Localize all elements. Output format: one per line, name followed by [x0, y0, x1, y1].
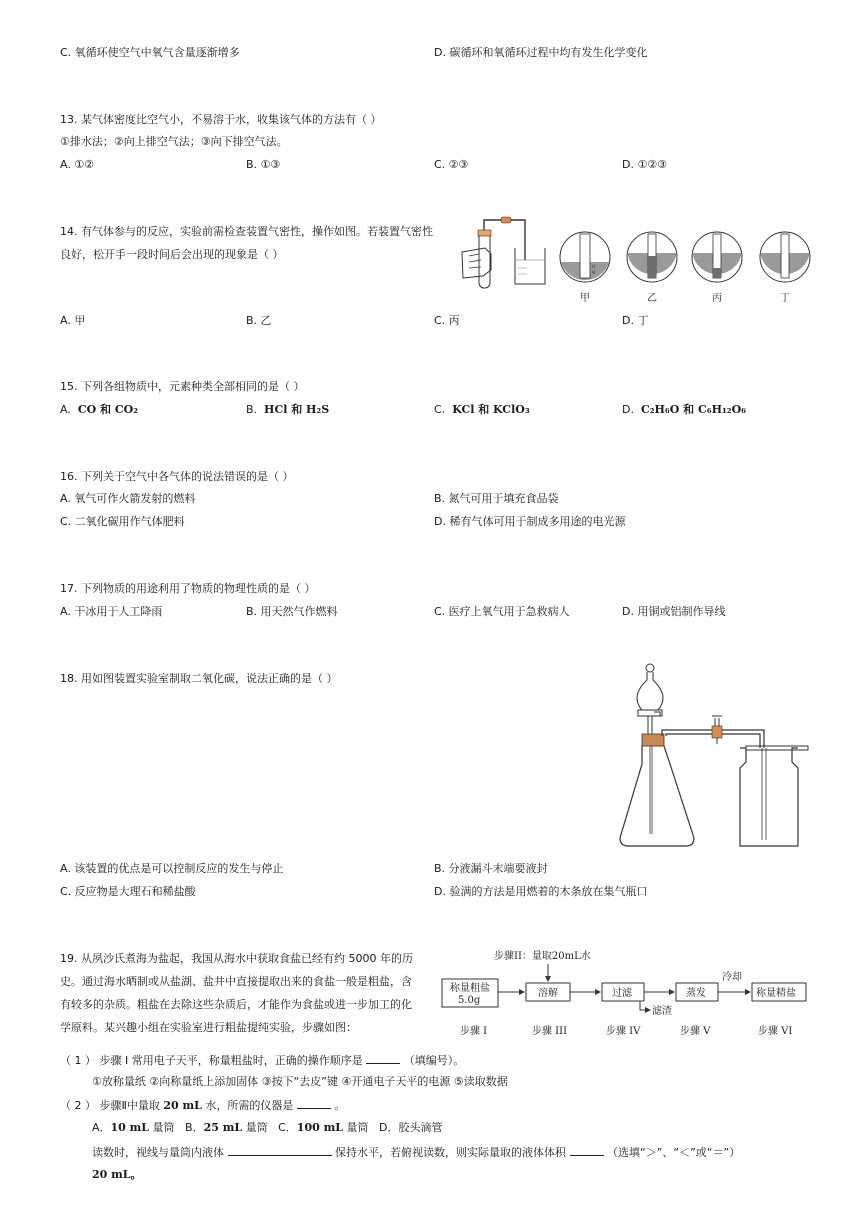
q17-option-c: C. 医疗上氧气用于急救病人: [434, 605, 570, 618]
q19-sub2: （ 2 ） 步骤Ⅱ中量取 20 mL 水，所需的仪器是 。: [60, 1099, 346, 1112]
q15-option-d: D. C₂H₆O 和 C₆H₁₂O₆: [622, 403, 746, 416]
q12-option-d: D. 碳循环和氧循环过程中均有发生化学变化: [434, 46, 648, 59]
q14-option-b: B. 乙: [246, 314, 272, 327]
q12-option-c: C. 氧循环使空气中氧气含量逐渐增多: [60, 46, 240, 59]
q18-option-b: B. 分液漏斗末端要液封: [434, 862, 548, 875]
q18-stem: 18. 用如图装置实验室制取二氧化碳，说法正确的是（ ）: [60, 672, 338, 685]
q19-sub1-blank[interactable]: [366, 1052, 400, 1064]
q19-sub2-blank[interactable]: [297, 1097, 331, 1109]
q19-sub1-operations: ①放称量纸 ②向称量纸上添加固体 ③按下“去皮”键 ④开通电子天平的电源 ⑤读取数据: [92, 1075, 508, 1088]
q18-option-a: A. 该装置的优点是可以控制反应的发生与停止: [60, 862, 284, 875]
flow-residue-label: 滤渣: [652, 1006, 672, 1017]
q16-stem: 16. 下列关于空气中各气体的说法错误的是（ ）: [60, 470, 294, 483]
q15-stem: 15. 下列各组物质中，元素种类全部相同的是（ ）: [60, 380, 305, 393]
q19-stem-line3: 有较多的杂质。粗盐在去除这些杂质后，才能作为食盐或进一步加工的化: [60, 998, 412, 1011]
q14-option-c: C. 丙: [434, 314, 460, 327]
q19-reading-end: 20 mL。: [92, 1168, 142, 1181]
q19-sub2-options: A．10 mL 量筒 B．25 mL 量筒 C．100 mL 量筒 D．胶头滴管: [92, 1121, 443, 1134]
q13-stem: 13. 某气体密度比空气小，不易溶于水，收集该气体的方法有（ ）: [60, 113, 382, 126]
q18-option-c: C. 反应物是大理石和稀盐酸: [60, 885, 196, 898]
q19-stem-line1: 19. 从夙沙氏煮海为盐起，我国从海水中获取食盐已经有约 5000 年的历: [60, 952, 413, 965]
svg-text:o: o: [592, 269, 596, 276]
q13-option-b: B. ①③: [246, 158, 281, 171]
q16-option-b: B. 氮气可用于填充食品袋: [434, 492, 559, 505]
q14-label-bing: 丙: [712, 293, 722, 304]
q18-co2-apparatus-figure: [612, 662, 812, 852]
flow-step-4: 步骤 IV: [606, 1026, 641, 1037]
q16-option-c: C. 二氧化碳用作气体肥料: [60, 515, 185, 528]
flow-step2-label: 步骤II：量取20mL水: [494, 951, 591, 962]
q14-airtightness-figure: [455, 212, 815, 304]
q15-option-a: A. CO 和 CO₂: [60, 403, 138, 416]
q14-option-d: D. 丁: [622, 314, 649, 327]
q19-reading-blank-1[interactable]: [228, 1144, 332, 1156]
q15-option-b: B. HCl 和 H₂S: [246, 403, 330, 416]
q13-option-a: A. ①②: [60, 158, 95, 171]
q14-label-ding: 丁: [780, 293, 790, 304]
q17-option-d: D. 用铜或铝制作导线: [622, 605, 726, 618]
q16-option-d: D. 稀有气体可用于制成多用途的电光源: [434, 515, 626, 528]
q19-reading-blank-2[interactable]: [570, 1144, 604, 1156]
q15-option-c: C. KCl 和 KClO₃: [434, 403, 530, 416]
flow-box1-line1: 称量粗盐: [450, 983, 490, 994]
q13-methods: ①排水法；②向上排空气法；③向下排空气法。: [60, 135, 288, 148]
q13-option-c: C. ②③: [434, 158, 469, 171]
q19-stem-line2: 史。通过海水晒制或从盐湖、盐井中直接提取出来的食盐一般是粗盐，含: [60, 975, 412, 988]
q17-option-b: B. 用天然气作燃料: [246, 605, 338, 618]
flow-box5-label: 称量精盐: [756, 988, 796, 999]
flow-step-6: 步骤 VI: [758, 1026, 793, 1037]
q13-option-d: D. ①②③: [622, 158, 668, 171]
q14-stem-line1: 14. 有气体参与的反应，实验前需检查装置气密性，操作如图。若装置气密性: [60, 225, 433, 238]
flow-box4-label: 蒸发: [686, 988, 706, 999]
q17-option-a: A. 干冰用于人工降雨: [60, 605, 163, 618]
q14-option-a: A. 甲: [60, 314, 86, 327]
q14-label-yi: 乙: [647, 293, 657, 304]
q19-reading-line: 读数时，视线与量筒内液体 保持水平，若俯视读数，则实际量取的液体体积 （选填“＞”、“＜”或“＝”）: [92, 1146, 741, 1159]
q19-sub1: （ 1 ） 步骤 I 常用电子天平，称量粗盐时，正确的操作顺序是 （填编号）。: [60, 1054, 465, 1067]
flow-step-3: 步骤 III: [532, 1026, 568, 1037]
flow-box1-line2: 5.0g: [458, 995, 481, 1006]
flow-step-1: 步骤 I: [460, 1026, 488, 1037]
flow-cooling-label: 冷却: [722, 972, 742, 983]
q19-flowchart: [440, 946, 810, 1042]
q16-option-a: A. 氧气可作火箭发射的燃料: [60, 492, 196, 505]
flow-box2-label: 溶解: [538, 988, 558, 999]
q14-stem-line2: 良好，松开手一段时间后会出现的现象是（ ）: [60, 248, 284, 261]
q14-label-jia: 甲: [580, 293, 590, 304]
q18-option-d: D. 验满的方法是用燃着的木条放在集气瓶口: [434, 885, 648, 898]
svg-text:o: o: [592, 263, 596, 270]
flow-box3-label: 过滤: [612, 988, 632, 999]
q17-stem: 17. 下列物质的用途利用了物质的物理性质的是（ ）: [60, 582, 316, 595]
flow-step-5: 步骤 V: [680, 1026, 711, 1037]
q19-stem-line4: 学原料。某兴趣小组在实验室进行粗盐提纯实验，步骤如图：: [60, 1021, 357, 1034]
